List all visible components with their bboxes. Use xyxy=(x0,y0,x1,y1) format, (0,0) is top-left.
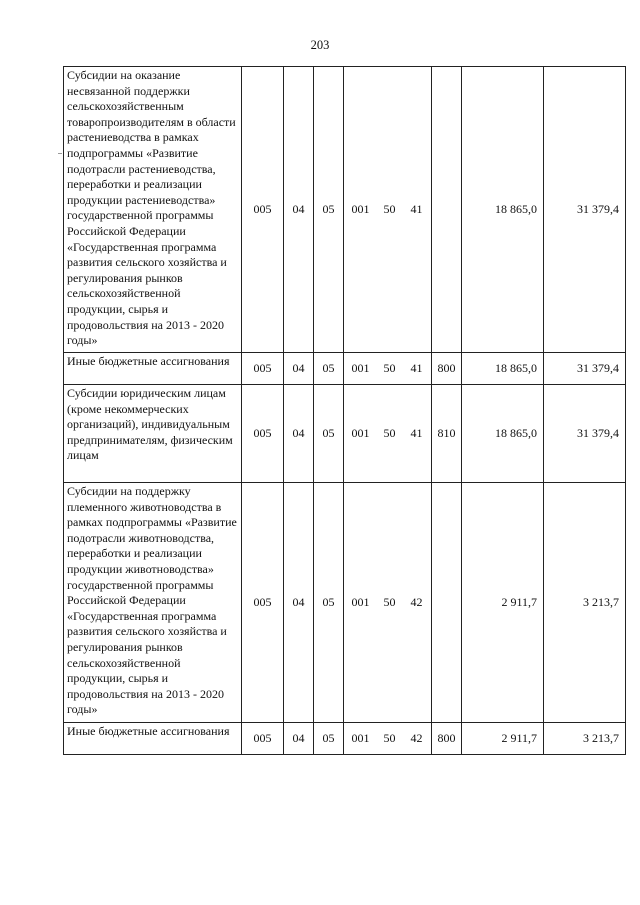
ministry-code: 005 xyxy=(242,483,284,723)
target-article-part: 50 xyxy=(383,595,396,609)
target-article-part: 41 xyxy=(410,426,423,440)
expense-type-code: 810 xyxy=(432,385,462,483)
subsection-code: 05 xyxy=(314,67,344,353)
target-article-part: 001 xyxy=(351,202,370,216)
target-article-part: 001 xyxy=(351,361,370,375)
amount-second-year: 3 213,7 xyxy=(544,483,626,723)
target-article-part: 42 xyxy=(410,731,423,745)
target-article-part: 001 xyxy=(351,595,370,609)
expense-type-code: 800 xyxy=(432,353,462,385)
target-article-part: 001 xyxy=(351,731,370,745)
target-article-part: 50 xyxy=(383,361,396,375)
row-description: Иные бюджетные ассигнования xyxy=(64,353,242,385)
expense-type-code xyxy=(432,483,462,723)
target-article-code xyxy=(344,483,432,723)
subsection-code: 05 xyxy=(314,385,344,483)
expense-type-code: 800 xyxy=(432,723,462,755)
expense-type-code xyxy=(432,67,462,353)
row-description: Субсидии на оказание несвязанной поддержки сельскохозяйственным товаропроизводителям в области растениеводства в рамках подпрограммы «Развитие подотрасли растениеводства, переработки и реализации продукции растениеводства» государственной программы Российской Федерации «Государственная программа развития сельского хозяйства и регулирования рынков сельскохозяйственной продукции, сырья и продовольствия на 2013 - 2020 годы» xyxy=(64,67,242,353)
amount-first-year: 18 865,0 xyxy=(462,353,544,385)
target-article-code xyxy=(344,723,432,755)
amount-first-year: 18 865,0 xyxy=(462,385,544,483)
budget-table xyxy=(63,66,626,755)
ministry-code: 005 xyxy=(242,67,284,353)
ministry-code: 005 xyxy=(242,353,284,385)
section-code: 04 xyxy=(284,353,314,385)
amount-second-year: 31 379,4 xyxy=(544,385,626,483)
table-row xyxy=(64,353,626,385)
target-article-part: 41 xyxy=(410,202,423,216)
page-number: 203 xyxy=(310,38,330,52)
amount-first-year: 2 911,7 xyxy=(462,483,544,723)
amount-second-year: 31 379,4 xyxy=(544,67,626,353)
ministry-code: 005 xyxy=(242,723,284,755)
table-row xyxy=(64,67,626,353)
table-row xyxy=(64,483,626,723)
row-description: Иные бюджетные ассигнования xyxy=(64,723,242,755)
margin-mark xyxy=(58,153,62,154)
target-article-part: 001 xyxy=(351,426,370,440)
row-description: Субсидии юридическим лицам (кроме некоммерческих организаций), индивидуальным предпринимателям, физическим лицам xyxy=(64,385,242,483)
target-article-part: 42 xyxy=(410,595,423,609)
table-row xyxy=(64,723,626,755)
row-description: Субсидии на поддержку племенного животноводства в рамках подпрограммы «Развитие подотрасли животноводства, переработки и реализации продукции животноводства» государственной программы Российской Федерации «Государственная программа развития сельского хозяйства и регулирования рынков сельскохозяйственной продукции, сырья и продовольствия на 2013 - 2020 годы» xyxy=(64,483,242,723)
target-article-part: 50 xyxy=(383,202,396,216)
amount-first-year: 2 911,7 xyxy=(462,723,544,755)
target-article-part: 41 xyxy=(410,361,423,375)
target-article-code xyxy=(344,385,432,483)
ministry-code: 005 xyxy=(242,385,284,483)
target-article-code xyxy=(344,67,432,353)
section-code: 04 xyxy=(284,67,314,353)
section-code: 04 xyxy=(284,723,314,755)
subsection-code: 05 xyxy=(314,353,344,385)
amount-first-year: 18 865,0 xyxy=(462,67,544,353)
target-article-part: 50 xyxy=(383,426,396,440)
target-article-part: 50 xyxy=(383,731,396,745)
subsection-code: 05 xyxy=(314,483,344,723)
section-code: 04 xyxy=(284,385,314,483)
amount-second-year: 3 213,7 xyxy=(544,723,626,755)
amount-second-year: 31 379,4 xyxy=(544,353,626,385)
subsection-code: 05 xyxy=(314,723,344,755)
table-row xyxy=(64,385,626,483)
target-article-code xyxy=(344,353,432,385)
section-code: 04 xyxy=(284,483,314,723)
